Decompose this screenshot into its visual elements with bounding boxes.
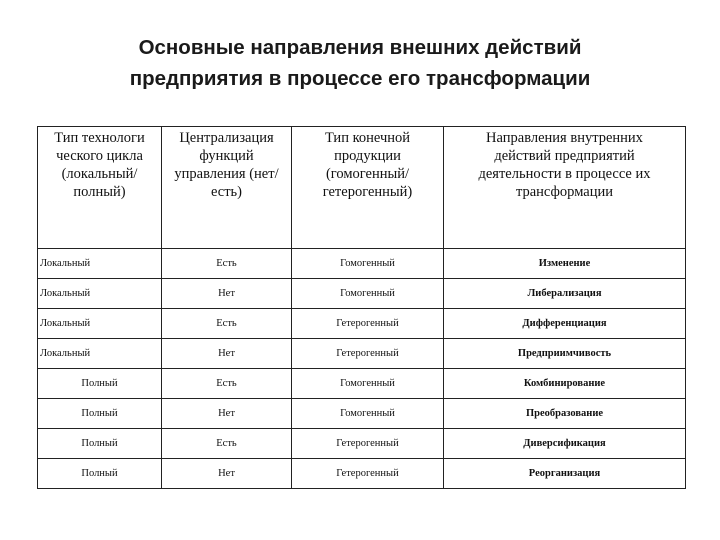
cell-cycle: Полный bbox=[38, 399, 162, 429]
cell-cycle: Локальный bbox=[38, 279, 162, 309]
cell-product: Гомогенный bbox=[292, 249, 444, 279]
cell-product: Гомогенный bbox=[292, 279, 444, 309]
table-row bbox=[38, 339, 686, 369]
cell-cycle: Полный bbox=[38, 429, 162, 459]
title-line-2: предприятия в процессе его трансформации bbox=[129, 67, 591, 90]
table-header-row bbox=[38, 127, 686, 249]
cell-product: Гетерогенный bbox=[292, 309, 444, 339]
cell-centralization: Нет bbox=[162, 339, 292, 369]
table-row bbox=[38, 369, 686, 399]
cell-product: Гетерогенный bbox=[292, 429, 444, 459]
cell-direction: Диверсификация bbox=[444, 429, 686, 459]
table-row bbox=[38, 429, 686, 459]
cell-cycle: Локальный bbox=[38, 339, 162, 369]
cell-centralization: Есть bbox=[162, 429, 292, 459]
header-product-type: Тип конечной продукции (гомогенный/ гетерогенный) bbox=[292, 127, 444, 249]
header-internal-directions: Направления внутренних действий предприятий деятельности в процессе их трансформации bbox=[444, 127, 686, 249]
cell-direction: Комбинирование bbox=[444, 369, 686, 399]
cell-product: Гомогенный bbox=[292, 369, 444, 399]
cell-product: Гетерогенный bbox=[292, 339, 444, 369]
cell-centralization: Есть bbox=[162, 249, 292, 279]
cell-cycle: Полный bbox=[38, 369, 162, 399]
table-row bbox=[38, 459, 686, 489]
table-row bbox=[38, 309, 686, 339]
cell-cycle: Полный bbox=[38, 459, 162, 489]
cell-cycle: Локальный bbox=[38, 249, 162, 279]
header-cycle-type: Тип технологи ческого цикла (локальный/ полный) bbox=[38, 127, 162, 249]
cell-direction: Преобразование bbox=[444, 399, 686, 429]
cell-direction: Предприимчивость bbox=[444, 339, 686, 369]
cell-direction: Изменение bbox=[444, 249, 686, 279]
cell-centralization: Нет bbox=[162, 279, 292, 309]
cell-direction: Реорганизация bbox=[444, 459, 686, 489]
table-row bbox=[38, 279, 686, 309]
cell-product: Гетерогенный bbox=[292, 459, 444, 489]
cell-product: Гомогенный bbox=[292, 399, 444, 429]
cell-direction: Дифференциация bbox=[444, 309, 686, 339]
table-row bbox=[38, 249, 686, 279]
cell-centralization: Есть bbox=[162, 369, 292, 399]
cell-centralization: Есть bbox=[162, 309, 292, 339]
directions-table bbox=[37, 126, 686, 489]
table-row bbox=[38, 399, 686, 429]
page-title bbox=[0, 32, 720, 94]
header-centralization: Централизация функций управления (нет/есть) bbox=[162, 127, 292, 249]
cell-direction: Либерализация bbox=[444, 279, 686, 309]
cell-centralization: Нет bbox=[162, 399, 292, 429]
title-line-1: Основные направления внешних действий bbox=[138, 36, 582, 59]
cell-cycle: Локальный bbox=[38, 309, 162, 339]
cell-centralization: Нет bbox=[162, 459, 292, 489]
